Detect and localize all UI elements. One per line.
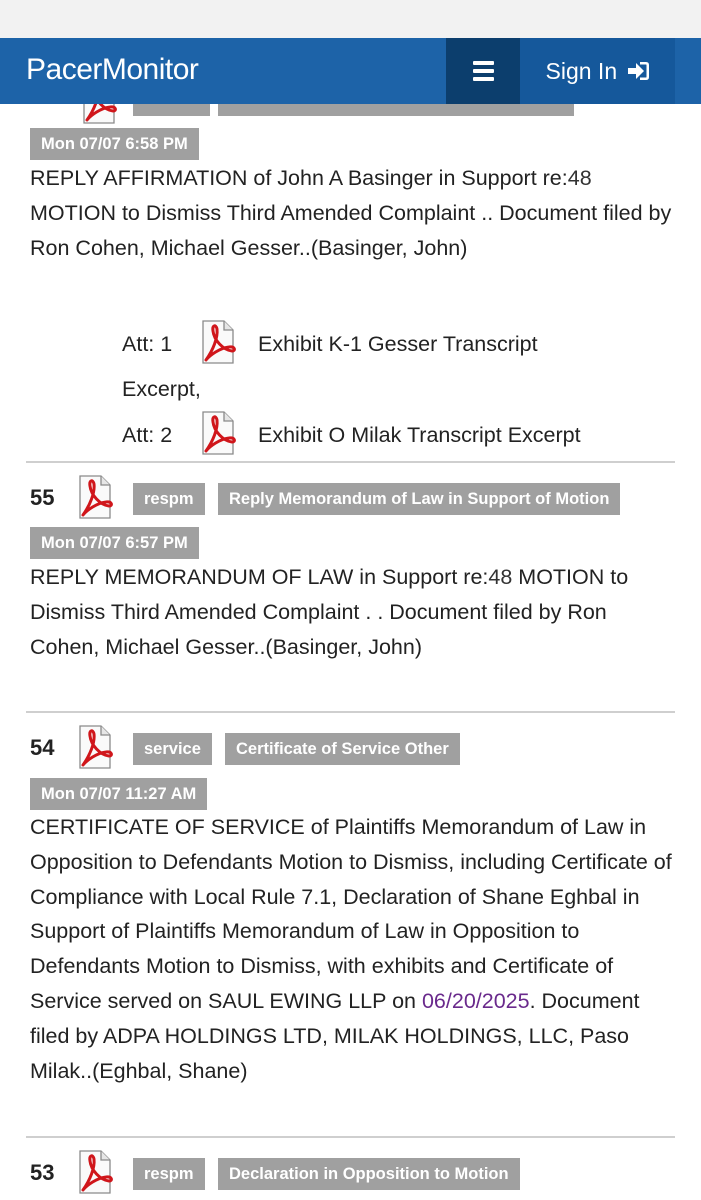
sign-in-button[interactable]: [520, 38, 675, 104]
entry-number: 55: [30, 485, 55, 510]
entry-label-tag[interactable]: Certificate of Service Other: [225, 733, 460, 765]
entry-number: 54: [30, 735, 55, 760]
entry-type-tag[interactable]: respm: [133, 483, 205, 515]
attachment-label: Att: 1: [122, 332, 173, 356]
navbar: [0, 38, 701, 104]
attachment-label: Att: 2: [122, 423, 173, 447]
attachment-link[interactable]: Exhibit O Milak Transcript Excerpt: [258, 423, 581, 447]
sign-in-label: Sign In: [545, 58, 618, 84]
entry-time-badge: Mon 07/07 11:27 AM: [30, 778, 207, 810]
attachment-link-continued[interactable]: Excerpt,: [122, 377, 201, 401]
sign-in-icon: [628, 61, 650, 81]
pdf-icon[interactable]: [192, 411, 238, 455]
entry-description: REPLY MEMORANDUM OF LAW in Support re:48 MOTION to Dismiss Third Amended Complaint . . Document filed by Ron Cohen, Michael Gesser..(Basinger, John): [30, 565, 629, 659]
entry-divider: [26, 1136, 675, 1138]
date-link[interactable]: 06/20/2025: [421, 988, 530, 1013]
pdf-icon[interactable]: [70, 1150, 114, 1194]
entry-divider: [26, 461, 675, 463]
entry-description: REPLY AFFIRMATION of John A Basinger in Support re:48 MOTION to Dismiss Third Amended Complaint .. Document filed by Ron Cohen, Michael Gesser..(Basinger, John): [30, 166, 672, 260]
entry-type-tag[interactable]: respm: [133, 1158, 205, 1190]
status-strip: [0, 0, 701, 38]
pdf-icon[interactable]: [70, 475, 114, 519]
pdf-icon[interactable]: [192, 320, 238, 364]
pdf-icon[interactable]: [70, 725, 114, 769]
attachment-link[interactable]: Exhibit K-1 Gesser Transcript: [258, 332, 538, 356]
entry-label-tag[interactable]: Reply Memorandum of Law in Support of Motion: [218, 483, 620, 515]
entry-time-badge: Mon 07/07 6:57 PM: [30, 527, 199, 559]
entry-type-tag[interactable]: service: [133, 733, 212, 765]
entry-description: CERTIFICATE OF SERVICE of Plaintiffs Memorandum of Law in Opposition to Defendants Motion to Dismiss, including Certificate of Compliance with Local Rule 7.1, Declaration of Shane Eghbal in Support of Plaintiffs Memorandum of Law in Opposition to Defendants Motion to Dismiss, with exhibits and Certificate of Service served on SAUL EWING LLP on 06/20/2025. Document filed by ADPA HOLDINGS LTD, MILAK HOLDINGS, LLC, Paso Milak..(Eghbal, Shane): [30, 815, 672, 1083]
entry-divider: [26, 711, 675, 713]
brand-logo[interactable]: PacerMonitor: [26, 53, 199, 86]
entry-number: 53: [30, 1160, 55, 1185]
entry-time-badge: Mon 07/07 6:58 PM: [30, 128, 199, 160]
entry-label-tag[interactable]: Declaration in Opposition to Motion: [218, 1158, 520, 1190]
menu-button[interactable]: [446, 38, 520, 104]
